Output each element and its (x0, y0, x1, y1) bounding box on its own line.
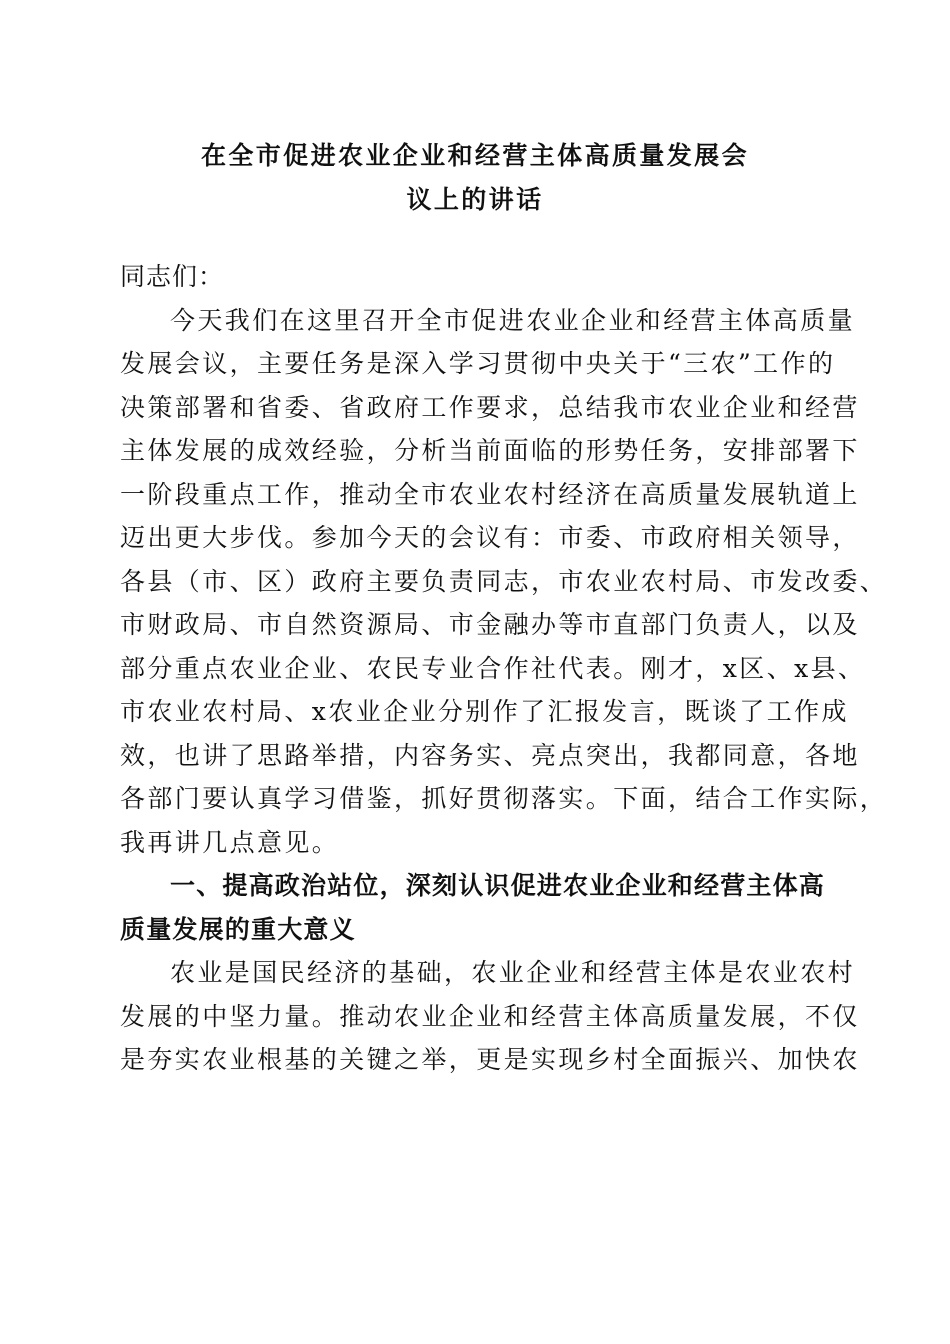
paragraph-intro (120, 299, 888, 865)
paragraph-section-1 (120, 951, 860, 1082)
paragraph-line: 市财政局、市自然资源局、市金融办等市直部门负责人，以及 (120, 610, 860, 639)
document-body (120, 255, 888, 1082)
paragraph-line: 我再讲几点意见。 (120, 827, 340, 857)
heading-line: 一、提高政治站位，深刻认识促进农业企业和经营主体高 (170, 871, 826, 900)
greeting: 同志们： (120, 262, 225, 291)
paragraph-line: 效，也讲了思路举措，内容务实、亮点突出，我都同意，各地 (120, 740, 860, 770)
paragraph-line: 发展的中坚力量。推动农业企业和经营主体高质量发展，不仅 (120, 1001, 860, 1031)
paragraph-line: 是夯实农业根基的关键之举，更是实现乡村全面振兴、加快农 (120, 1045, 860, 1074)
paragraph-line: 各县（市、区）政府主要负责同志，市农业农村局、市发改委、 (120, 566, 888, 596)
paragraph-line: 决策部署和省委、省政府工作要求，总结我市农业企业和经营 (120, 392, 860, 422)
paragraph-line: 部分重点农业企业、农民专业合作社代表。刚才，x区、x县、 (120, 653, 866, 683)
title-line: 在全市促进农业企业和经营主体高质量发展会 (200, 141, 749, 170)
paragraph-line: 一阶段重点工作，推动全市农业农村经济在高质量发展轨道上 (120, 479, 860, 509)
paragraph-line: 迈出更大步伐。参加今天的会议有：市委、市政府相关领导， (120, 523, 860, 552)
title-line: 议上的讲话 (406, 184, 544, 214)
document-title (110, 134, 840, 221)
paragraph-line: 主体发展的成效经验，分析当前面临的形势任务，安排部署下 (120, 436, 860, 465)
paragraph-line: 各部门要认真学习借鉴，抓好贯彻落实。下面，结合工作实际， (120, 784, 888, 813)
heading-line: 质量发展的重大意义 (120, 914, 356, 944)
paragraph-line: 发展会议，主要任务是深入学习贯彻中央关于“三农”工作的 (120, 349, 836, 378)
paragraph-line: 农业是国民经济的基础，农业企业和经营主体是农业农村 (170, 958, 856, 987)
paragraph-line: 今天我们在这里召开全市促进农业企业和经营主体高质量 (170, 305, 856, 335)
paragraph-line: 市农业农村局、x农业企业分别作了汇报发言，既谈了工作成 (120, 697, 849, 726)
section-heading-1 (120, 864, 840, 951)
